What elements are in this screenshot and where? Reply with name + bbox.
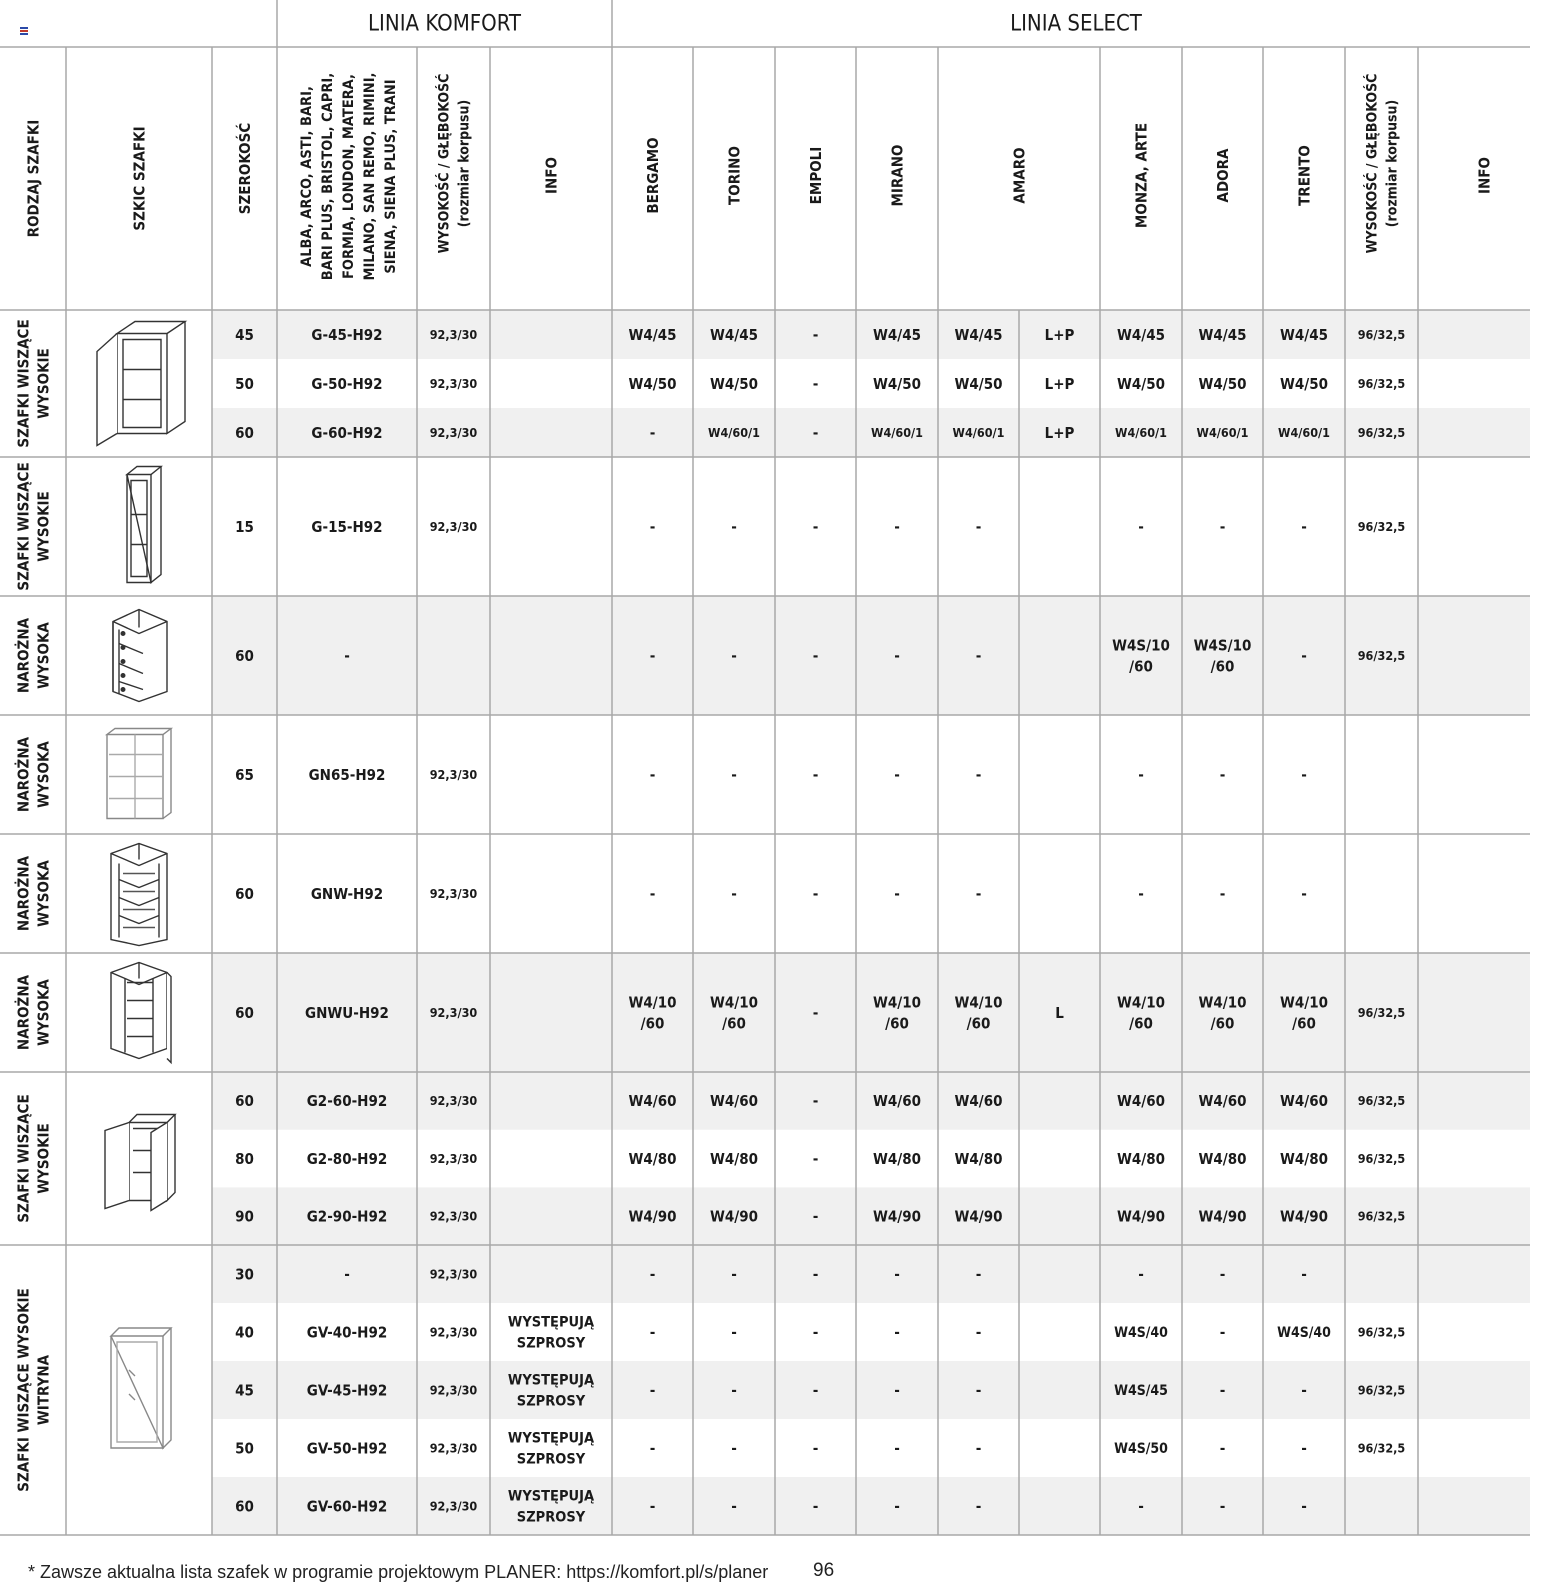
cell-ad: - bbox=[1219, 884, 1226, 903]
section-type-label: SZAFKI WISZĄCE WYSOKIE bbox=[14, 462, 53, 591]
header-szerokosc: SZEROKOŚĆ bbox=[235, 122, 254, 215]
cell-sd: 96/32,5 bbox=[1357, 1004, 1406, 1020]
header-mirano: MIRANO bbox=[888, 144, 907, 207]
cell-a: W4/10 /60 bbox=[954, 993, 1003, 1033]
cell-w: 60 bbox=[235, 884, 254, 903]
cell-ad: W4/10 /60 bbox=[1198, 993, 1247, 1033]
cell-sd: 96/32,5 bbox=[1357, 1150, 1406, 1166]
header-info-select: INFO bbox=[1475, 156, 1494, 195]
cell-ad: - bbox=[1219, 1265, 1226, 1284]
cell-lp: L bbox=[1055, 1003, 1064, 1022]
cell-tr: W4S/40 bbox=[1277, 1324, 1331, 1341]
cell-b: W4/80 bbox=[628, 1149, 677, 1168]
footer-note: * Zawsze aktualna lista szafek w programie projektowym PLANER: https://komfort.pl/s/planer bbox=[28, 1562, 769, 1582]
cell-t: - bbox=[731, 1265, 737, 1284]
header-bergamo: BERGAMO bbox=[643, 137, 662, 214]
cell-w: 60 bbox=[235, 1092, 254, 1111]
cell-t: W4/10 /60 bbox=[710, 993, 758, 1033]
cell-e: - bbox=[812, 517, 819, 536]
cell-a: W4/60 bbox=[954, 1092, 1003, 1111]
section-type-label: NAROŻNA WYSOKA bbox=[14, 617, 53, 694]
cell-kd: 92,3/30 bbox=[429, 326, 478, 342]
cell-w: 60 bbox=[235, 1003, 254, 1022]
cell-k: GV-40-H92 bbox=[306, 1323, 388, 1342]
cell-mz: - bbox=[1138, 884, 1144, 903]
cell-ad: W4/90 bbox=[1198, 1207, 1247, 1226]
cell-mz: W4/45 bbox=[1117, 325, 1165, 344]
cell-e: - bbox=[812, 646, 819, 665]
cell-info: WYSTĘPUJĄ SZPROSY bbox=[507, 1488, 595, 1526]
cell-kd: 92,3/30 bbox=[429, 1498, 478, 1514]
cell-kd: 92,3/30 bbox=[429, 1324, 478, 1340]
cell-sd: 96/32,5 bbox=[1357, 326, 1406, 342]
cell-a: W4/80 bbox=[954, 1149, 1003, 1168]
cell-a: W4/90 bbox=[954, 1207, 1003, 1226]
cell-a: - bbox=[975, 1439, 982, 1458]
cell-e: - bbox=[812, 1265, 819, 1284]
cell-ad: - bbox=[1219, 1497, 1226, 1516]
cell-ad: W4/45 bbox=[1198, 325, 1247, 344]
cell-t: W4/45 bbox=[710, 325, 758, 344]
cell-t: W4/60 bbox=[710, 1092, 758, 1111]
cell-w: 45 bbox=[235, 325, 254, 344]
cell-t: W4/90 bbox=[710, 1207, 758, 1226]
header-amaro: AMARO bbox=[1010, 147, 1029, 204]
cell-k: GNW-H92 bbox=[310, 884, 384, 903]
row-background bbox=[212, 1072, 1530, 1130]
cell-mz: - bbox=[1138, 1497, 1144, 1516]
cell-tr: - bbox=[1301, 517, 1307, 536]
cell-m: W4/50 bbox=[873, 374, 921, 393]
cell-kd: 92,3/30 bbox=[429, 1440, 478, 1456]
cell-k: G2-80-H92 bbox=[306, 1149, 388, 1168]
cell-ad: W4/60 bbox=[1198, 1092, 1247, 1111]
header-rodzaj: RODZAJ SZAFKI bbox=[24, 119, 43, 238]
row-background bbox=[212, 1361, 1530, 1419]
cell-ad: - bbox=[1219, 1381, 1226, 1400]
cell-sd: 96/32,5 bbox=[1357, 647, 1406, 663]
cell-lp: L+P bbox=[1044, 325, 1075, 344]
cell-w: 15 bbox=[235, 517, 254, 536]
cell-k: G-15-H92 bbox=[311, 517, 383, 536]
cell-k: GN65-H92 bbox=[308, 765, 386, 784]
cell-t: - bbox=[731, 1497, 737, 1516]
cell-a: - bbox=[975, 1323, 982, 1342]
flag-icon bbox=[20, 20, 28, 28]
row-background bbox=[212, 596, 1530, 715]
cell-e: - bbox=[812, 1439, 819, 1458]
cell-w: 80 bbox=[235, 1149, 254, 1168]
cell-info: WYSTĘPUJĄ SZPROSY bbox=[507, 1372, 595, 1410]
cell-m: - bbox=[894, 1497, 900, 1516]
cell-sd: 96/32,5 bbox=[1357, 1324, 1406, 1340]
cell-mz: - bbox=[1138, 1265, 1144, 1284]
cell-b: - bbox=[649, 646, 656, 665]
cell-mz: W4S/40 bbox=[1114, 1324, 1168, 1341]
cell-k: G2-60-H92 bbox=[306, 1092, 388, 1111]
cell-ad: W4/60/1 bbox=[1196, 424, 1249, 440]
cell-w: 60 bbox=[235, 646, 254, 665]
cell-kd: 92,3/30 bbox=[429, 1266, 478, 1282]
cell-t: - bbox=[731, 765, 737, 784]
cell-tr: W4/80 bbox=[1280, 1149, 1328, 1168]
cell-ad: - bbox=[1219, 517, 1226, 536]
cell-b: - bbox=[649, 765, 656, 784]
cell-mz: W4/60 bbox=[1117, 1092, 1165, 1111]
cell-lp: L+P bbox=[1044, 374, 1075, 393]
cell-b: - bbox=[649, 517, 656, 536]
cell-t: - bbox=[731, 884, 737, 903]
cell-k: G-60-H92 bbox=[311, 423, 383, 442]
section-type-label: NAROŻNA WYSOKA bbox=[14, 974, 53, 1051]
cell-k: GV-45-H92 bbox=[306, 1381, 388, 1400]
cell-k: GV-60-H92 bbox=[306, 1497, 388, 1516]
corner-cabinet-blind-icon bbox=[107, 729, 171, 819]
wall-cabinet-wide-icon bbox=[97, 322, 185, 446]
cell-ad: - bbox=[1219, 1323, 1226, 1342]
header-szkic: SZKIC SZAFKI bbox=[130, 126, 149, 231]
header-wysokosc-komfort: WYSOKOŚĆ / GŁĘBOKOŚĆ (rozmiar korpusu) bbox=[436, 73, 473, 254]
cell-e: - bbox=[812, 1207, 819, 1226]
cell-mz: W4/50 bbox=[1117, 374, 1165, 393]
cell-ad: - bbox=[1219, 765, 1226, 784]
cell-b: - bbox=[649, 1265, 656, 1284]
cell-a: - bbox=[975, 765, 982, 784]
cell-e: - bbox=[812, 1497, 819, 1516]
cell-b: - bbox=[649, 423, 656, 442]
cell-tr: - bbox=[1301, 1381, 1307, 1400]
cell-a: - bbox=[975, 1381, 982, 1400]
cell-k: G2-90-H92 bbox=[306, 1207, 388, 1226]
corner-cabinet-open-icon bbox=[113, 610, 167, 702]
row-background bbox=[212, 310, 1530, 359]
cell-tr: W4/10 /60 bbox=[1280, 993, 1328, 1033]
cell-kd: 92,3/30 bbox=[429, 375, 478, 391]
cell-b: - bbox=[649, 1381, 656, 1400]
cell-a: W4/60/1 bbox=[952, 424, 1005, 440]
cell-a: - bbox=[975, 646, 982, 665]
cell-b: W4/10 /60 bbox=[628, 993, 677, 1033]
glass-cabinet-icon bbox=[111, 1328, 171, 1448]
cell-tr: - bbox=[1301, 1497, 1307, 1516]
wall-cabinet-narrow-icon bbox=[127, 467, 161, 583]
cell-e: - bbox=[812, 423, 819, 442]
section-type-label: SZAFKI WISZĄCE WYSOKIE bbox=[14, 1094, 53, 1223]
cell-b: - bbox=[649, 1439, 656, 1458]
cell-k: GNWU-H92 bbox=[305, 1003, 389, 1022]
header-torino: TORINO bbox=[725, 146, 744, 205]
cell-e: - bbox=[812, 1149, 819, 1168]
cell-kd: 92,3/30 bbox=[429, 1004, 478, 1020]
section-type-label: SZAFKI WISZĄCE WYSOKIE bbox=[14, 319, 53, 448]
cell-m: - bbox=[894, 765, 900, 784]
cell-b: W4/60 bbox=[628, 1092, 677, 1111]
cell-k: - bbox=[344, 646, 350, 665]
cell-mz: W4/90 bbox=[1117, 1207, 1165, 1226]
header-monza-arte: MONZA, ARTE bbox=[1132, 122, 1151, 229]
cell-ad: - bbox=[1219, 1439, 1226, 1458]
cell-a: - bbox=[975, 1265, 982, 1284]
cell-m: - bbox=[894, 1381, 900, 1400]
header-info-komfort: INFO bbox=[542, 156, 561, 195]
header-adora: ADORA bbox=[1213, 148, 1232, 203]
group-header-komfort: LINIA KOMFORT bbox=[368, 11, 521, 37]
cell-m: W4/60 bbox=[873, 1092, 921, 1111]
cell-info: WYSTĘPUJĄ SZPROSY bbox=[507, 1314, 595, 1352]
row-background bbox=[212, 1477, 1530, 1535]
cell-a: W4/45 bbox=[954, 325, 1003, 344]
cell-w: 65 bbox=[235, 765, 254, 784]
cell-sd: 96/32,5 bbox=[1357, 1440, 1406, 1456]
header-trento: TRENTO bbox=[1295, 145, 1314, 206]
cell-mz: W4/10 /60 bbox=[1117, 993, 1165, 1033]
cell-sd: 96/32,5 bbox=[1357, 424, 1406, 440]
cell-w: 60 bbox=[235, 423, 254, 442]
cell-m: W4/60/1 bbox=[871, 424, 923, 440]
header-empoli: EMPOLI bbox=[806, 146, 825, 205]
cell-tr: W4/90 bbox=[1280, 1207, 1328, 1226]
row-background bbox=[212, 953, 1530, 1072]
cell-mz: W4S/50 bbox=[1114, 1440, 1168, 1457]
row-background bbox=[212, 1187, 1530, 1245]
cell-e: - bbox=[812, 325, 819, 344]
cell-m: W4/45 bbox=[873, 325, 921, 344]
cell-mz: W4S/10 /60 bbox=[1112, 636, 1170, 676]
double-door-cabinet-icon bbox=[105, 1115, 175, 1211]
cell-w: 30 bbox=[235, 1265, 254, 1284]
cell-tr: - bbox=[1301, 884, 1307, 903]
cell-m: W4/90 bbox=[873, 1207, 921, 1226]
cell-m: - bbox=[894, 1265, 900, 1284]
cell-m: - bbox=[894, 517, 900, 536]
cell-a: - bbox=[975, 1497, 982, 1516]
cell-b: - bbox=[649, 884, 656, 903]
cell-k: G-50-H92 bbox=[311, 374, 383, 393]
cell-e: - bbox=[812, 374, 819, 393]
cell-w: 60 bbox=[235, 1497, 254, 1516]
cell-b: W4/50 bbox=[628, 374, 677, 393]
cell-lp: L+P bbox=[1044, 423, 1075, 442]
cell-tr: W4/60 bbox=[1280, 1092, 1328, 1111]
cell-ad: W4S/10 /60 bbox=[1193, 636, 1252, 676]
cell-tr: W4/60/1 bbox=[1278, 424, 1330, 440]
cell-e: - bbox=[812, 1092, 819, 1111]
cell-w: 40 bbox=[235, 1323, 254, 1342]
cell-mz: - bbox=[1138, 765, 1144, 784]
cell-info: WYSTĘPUJĄ SZPROSY bbox=[507, 1430, 595, 1468]
cell-e: - bbox=[812, 1323, 819, 1342]
cell-sd: 96/32,5 bbox=[1357, 518, 1406, 534]
cell-m: - bbox=[894, 884, 900, 903]
cell-t: - bbox=[731, 1381, 737, 1400]
cell-m: - bbox=[894, 1439, 900, 1458]
cell-mz: W4S/45 bbox=[1114, 1382, 1168, 1399]
cell-sd: 96/32,5 bbox=[1357, 375, 1406, 391]
cell-ad: W4/80 bbox=[1198, 1149, 1247, 1168]
cell-b: W4/90 bbox=[628, 1207, 677, 1226]
cell-kd: 92,3/30 bbox=[429, 1093, 478, 1109]
cell-t: W4/80 bbox=[710, 1149, 758, 1168]
cell-mz: W4/80 bbox=[1117, 1149, 1165, 1168]
cell-tr: - bbox=[1301, 1439, 1307, 1458]
cell-tr: - bbox=[1301, 646, 1307, 665]
cell-kd: 92,3/30 bbox=[429, 766, 478, 782]
cell-a: - bbox=[975, 517, 982, 536]
section-type-label: NAROŻNA WYSOKA bbox=[14, 736, 53, 813]
row-background bbox=[212, 1245, 1530, 1303]
cell-kd: 92,3/30 bbox=[429, 1382, 478, 1398]
cell-sd: 96/32,5 bbox=[1357, 1093, 1406, 1109]
group-header-select: LINIA SELECT bbox=[1010, 11, 1142, 37]
cell-ad: W4/50 bbox=[1198, 374, 1247, 393]
cell-kd: 92,3/30 bbox=[429, 424, 478, 440]
cell-sd: 96/32,5 bbox=[1357, 1208, 1406, 1224]
cell-kd: 92,3/30 bbox=[429, 1208, 478, 1224]
cell-e: - bbox=[812, 884, 819, 903]
cell-k: G-45-H92 bbox=[311, 325, 383, 344]
cell-t: - bbox=[731, 646, 737, 665]
section-type-label: SZAFKI WISZĄCE WYSOKIE WITRYNA bbox=[14, 1288, 53, 1492]
cell-m: W4/80 bbox=[873, 1149, 921, 1168]
cell-b: - bbox=[649, 1323, 656, 1342]
cell-t: - bbox=[731, 1323, 737, 1342]
cell-w: 90 bbox=[235, 1207, 254, 1226]
cell-e: - bbox=[812, 765, 819, 784]
corner-cabinet-door-icon bbox=[111, 963, 171, 1063]
cell-m: - bbox=[894, 1323, 900, 1342]
cell-t: - bbox=[731, 1439, 737, 1458]
cell-m: - bbox=[894, 646, 900, 665]
cell-kd: 92,3/30 bbox=[429, 518, 478, 534]
cell-kd: 92,3/30 bbox=[429, 1150, 478, 1166]
cell-a: W4/50 bbox=[954, 374, 1003, 393]
page-number: 96 bbox=[813, 1560, 835, 1581]
cell-t: W4/60/1 bbox=[708, 424, 760, 440]
cell-t: - bbox=[731, 517, 737, 536]
cell-m: W4/10 /60 bbox=[873, 993, 921, 1033]
cell-tr: - bbox=[1301, 1265, 1307, 1284]
header-wysokosc-select: WYSOKOŚĆ / GŁĘBOKOŚĆ (rozmiar korpusu) bbox=[1364, 73, 1401, 254]
cell-tr: W4/45 bbox=[1280, 325, 1328, 344]
cell-tr: - bbox=[1301, 765, 1307, 784]
cell-t: W4/50 bbox=[710, 374, 758, 393]
cell-e: - bbox=[812, 1381, 819, 1400]
section-type-label: NAROŻNA WYSOKA bbox=[14, 855, 53, 932]
cell-tr: W4/50 bbox=[1280, 374, 1328, 393]
cell-b: W4/45 bbox=[628, 325, 677, 344]
cell-mz: W4/60/1 bbox=[1115, 424, 1167, 440]
cell-e: - bbox=[812, 1003, 819, 1022]
cell-b: - bbox=[649, 1497, 656, 1516]
cell-k: - bbox=[344, 1265, 350, 1284]
cell-mz: - bbox=[1138, 517, 1144, 536]
cell-w: 45 bbox=[235, 1381, 254, 1400]
cell-w: 50 bbox=[235, 374, 254, 393]
cell-kd: 92,3/30 bbox=[429, 885, 478, 901]
cell-a: - bbox=[975, 884, 982, 903]
corner-cabinet-inner-icon bbox=[111, 844, 167, 946]
cell-sd: 96/32,5 bbox=[1357, 1382, 1406, 1398]
cell-w: 50 bbox=[235, 1439, 254, 1458]
cell-k: GV-50-H92 bbox=[306, 1439, 388, 1458]
header-komfort-models: ALBA, ARCO, ASTI, BARI, BARI PLUS, BRISTOL, CAPRI, FORMIA, LONDON, MATERA, MILANO, SAN REMO, RIMINI, SIENA, SIENA PLUS, TRANI bbox=[299, 72, 400, 281]
